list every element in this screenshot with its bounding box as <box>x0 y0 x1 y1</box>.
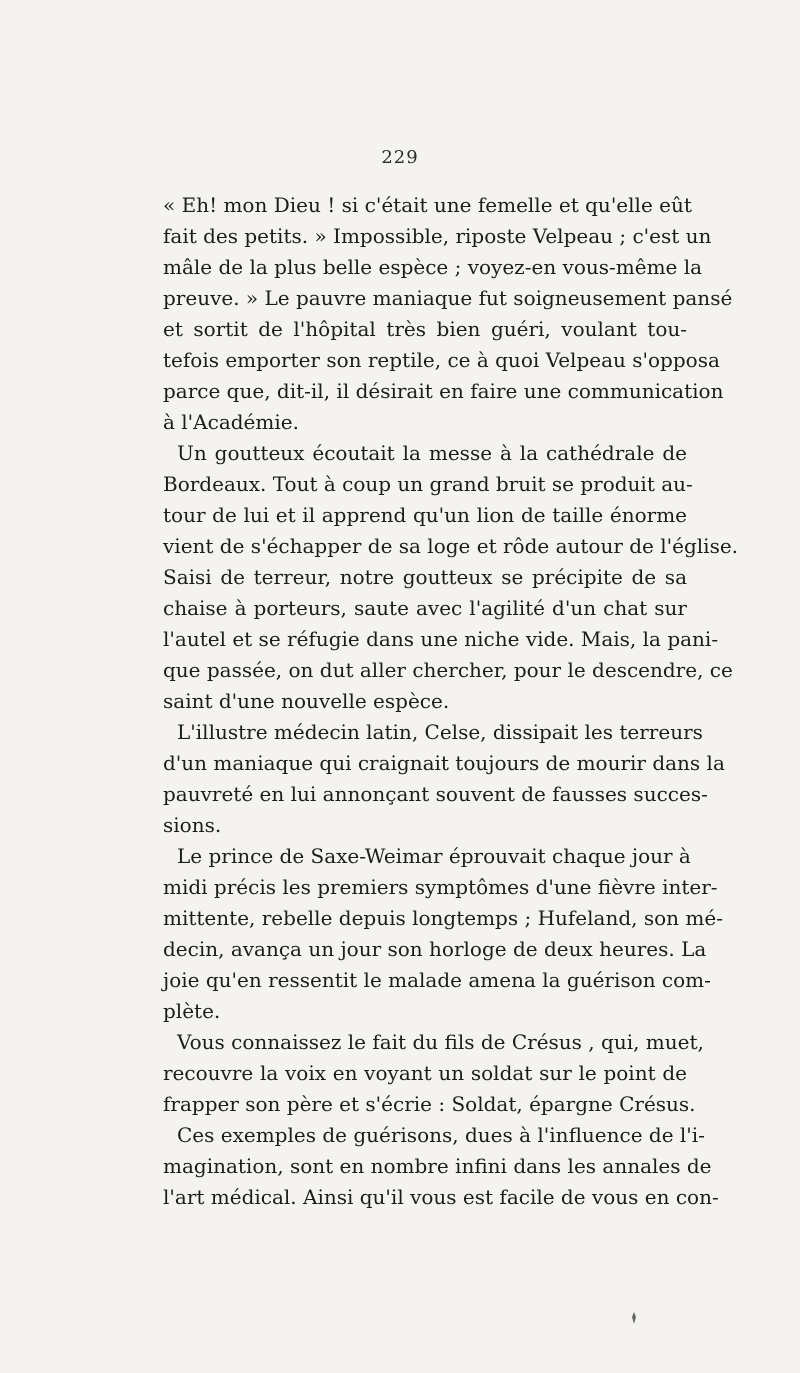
text-line: midi précis les premiers symptômes d'une fièvre inter- <box>163 875 718 899</box>
text-line: « Eh! mon Dieu ! si c'était une femelle et qu'elle eût <box>163 193 692 217</box>
text-line: tour de lui et il apprend qu'un lion de taille énorme <box>163 503 687 527</box>
text-line: l'art médical. Ainsi qu'il vous est facile de vous en con- <box>163 1185 719 1209</box>
text-line: et sortit de l'hôpital très bien guéri, voulant tou- <box>163 317 687 341</box>
body-text <box>163 190 739 1213</box>
text-line: Ces exemples de guérisons, dues à l'influence de l'i- <box>177 1123 705 1147</box>
text-line: parce que, dit-il, il désirait en faire une communication <box>163 379 724 403</box>
text-line: l'autel et se réfugie dans une niche vide. Mais, la pani- <box>163 627 719 651</box>
text-line: Saisi de terreur, notre goutteux se précipite de sa <box>163 565 687 589</box>
text-line: decin, avança un jour son horloge de deux heures. La <box>163 937 707 961</box>
print-speck <box>630 1312 638 1324</box>
text-line: mâle de la plus belle espèce ; voyez-en vous-même la <box>163 255 703 279</box>
text-line: vient de s'échapper de sa loge et rôde autour de l'église. <box>163 534 739 558</box>
text-line: frapper son père et s'écrie : Soldat, épargne Crésus. <box>163 1092 696 1116</box>
text-line: preuve. » Le pauvre maniaque fut soigneusement pansé <box>163 286 733 310</box>
text-line: mittente, rebelle depuis longtemps ; Hufeland, son mé- <box>163 906 723 930</box>
text-line: L'illustre médecin latin, Celse, dissipait les terreurs <box>177 720 703 744</box>
text-line: saint d'une nouvelle espèce. <box>163 689 450 713</box>
text-line: chaise à porteurs, saute avec l'agilité d'un chat sur <box>163 596 687 620</box>
text-line: Un goutteux écoutait la messe à la cathédrale de <box>177 441 687 465</box>
text-line: sions. <box>163 813 222 837</box>
speck-icon <box>630 1312 638 1324</box>
text-line: Le prince de Saxe-Weimar éprouvait chaque jour à <box>177 844 691 868</box>
text-line: magination, sont en nombre infini dans les annales de <box>163 1154 712 1178</box>
text-line: à l'Académie. <box>163 410 299 434</box>
text-line: tefois emporter son reptile, ce à quoi Velpeau s'opposa <box>163 348 720 372</box>
text-line: pauvreté en lui annonçant souvent de fausses succes- <box>163 782 708 806</box>
text-line: que passée, on dut aller chercher, pour le descendre, ce <box>163 658 733 682</box>
text-line: fait des petits. » Impossible, riposte Velpeau ; c'est un <box>163 224 712 248</box>
text-line: Bordeaux. Tout à coup un grand bruit se produit au- <box>163 472 693 496</box>
text-line: d'un maniaque qui craignait toujours de mourir dans la <box>163 751 725 775</box>
text-line: recouvre la voix en voyant un soldat sur le point de <box>163 1061 687 1085</box>
text-line: plète. <box>163 999 221 1023</box>
text-line: joie qu'en ressentit le malade amena la guérison com- <box>163 968 711 992</box>
text-line: Vous connaissez le fait du fils de Crésus , qui, muet, <box>177 1030 704 1054</box>
page-number: 229 <box>381 147 419 168</box>
